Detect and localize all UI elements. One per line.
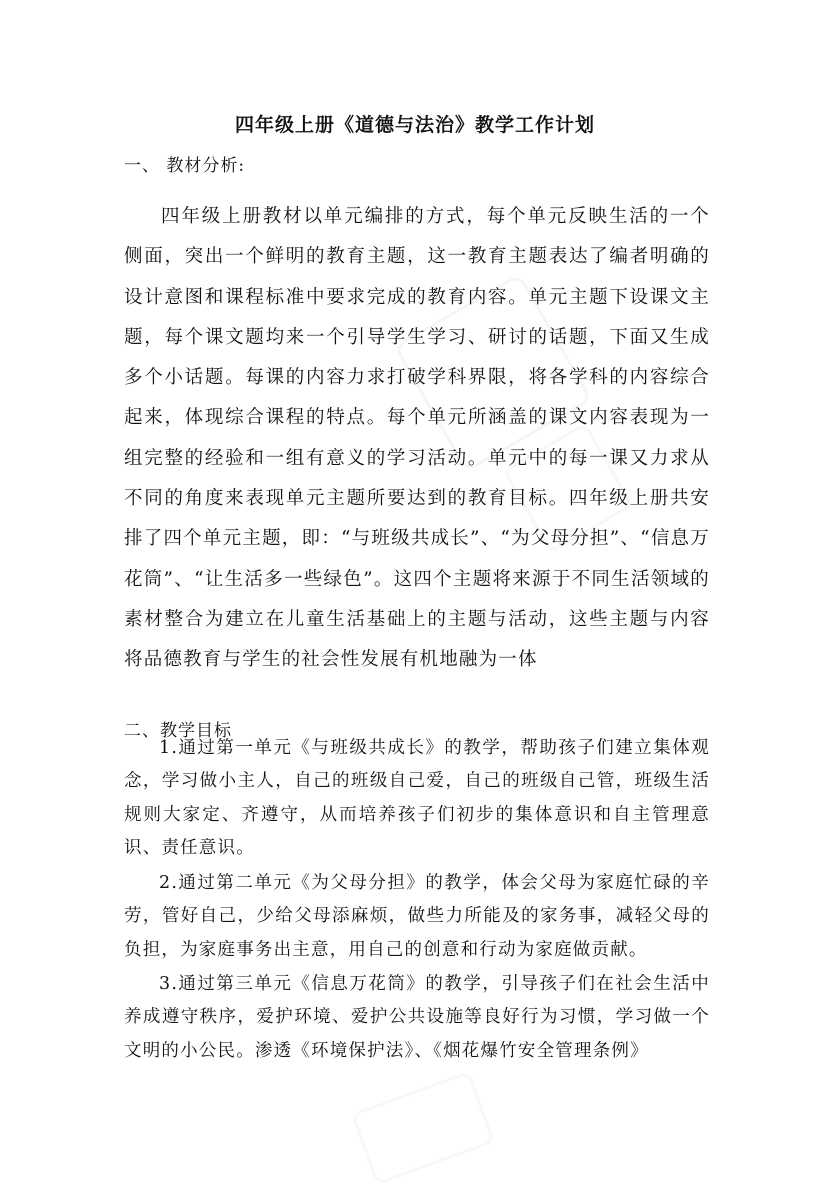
section-heading-teaching-goals: 二、教学目标: [124, 721, 232, 741]
teaching-goal-1: 1.通过第一单元《与班级共成长》的教学，帮助孩子们建立集体观念，学习做小主人，自己的班级自己爱，自己的班级自己管，班级生活规则大家定、齐遵守，从而培养孩子们初步的集体意识和自主管理意识、责任意识。: [124, 738, 710, 859]
teaching-goal-3: 3.通过第三单元《信息万花筒》的教学，引导孩子们在社会生活中养成遵守秩序，爱护环境、爱护公共设施等良好行为习惯，学习做一个文明的小公民。渗透《环境保护法》、《烟花爆竹安全管理条例》: [124, 974, 710, 1061]
teaching-goal-2: 2.通过第二单元《为父母分担》的教学，体会父母为家庭忙碌的辛劳，管好自己，少给父母添麻烦，做些力所能及的家务事，减轻父母的负担，为家庭事务出主意，用自己的创意和行动为家庭做贡献。: [124, 873, 710, 960]
watermark-stamp: [351, 1071, 495, 1185]
document-title: 四年级上册《道德与法治》教学工作计划: [234, 114, 595, 136]
textbook-analysis-paragraph: 四年级上册教材以单元编排的方式，每个单元反映生活的一个侧面，突出一个鲜明的教育主题，这一教育主题表达了编者明确的设计意图和课程标准中要求完成的教育内容。单元主题下设课文主题，每个课文题均来一个引导学生学习、研讨的话题，下面又生成多个小话题。每课的内容力求打破学科界限，将各学科的内容综合起来，体现综合课程的特点。每个单元所涵盖的课文内容表现为一组完整的经验和一组有意义的学习活动。单元中的每一课又力求从不同的角度来表现单元主题所要达到的教育目标。四年级上册共安排了四个单元主题，即：“与班级共成长”、“为父母分担”、“信息万花筒”、“让生活多一些绿色”。这四个主题将来源于不同生活领域的素材整合为建立在儿童生活基础上的主题与活动，这些主题与内容将品德教育与学生的社会性发展有机地融为一体: [124, 206, 710, 671]
section-heading-textbook-analysis: 一、 教材分析:: [124, 156, 246, 176]
